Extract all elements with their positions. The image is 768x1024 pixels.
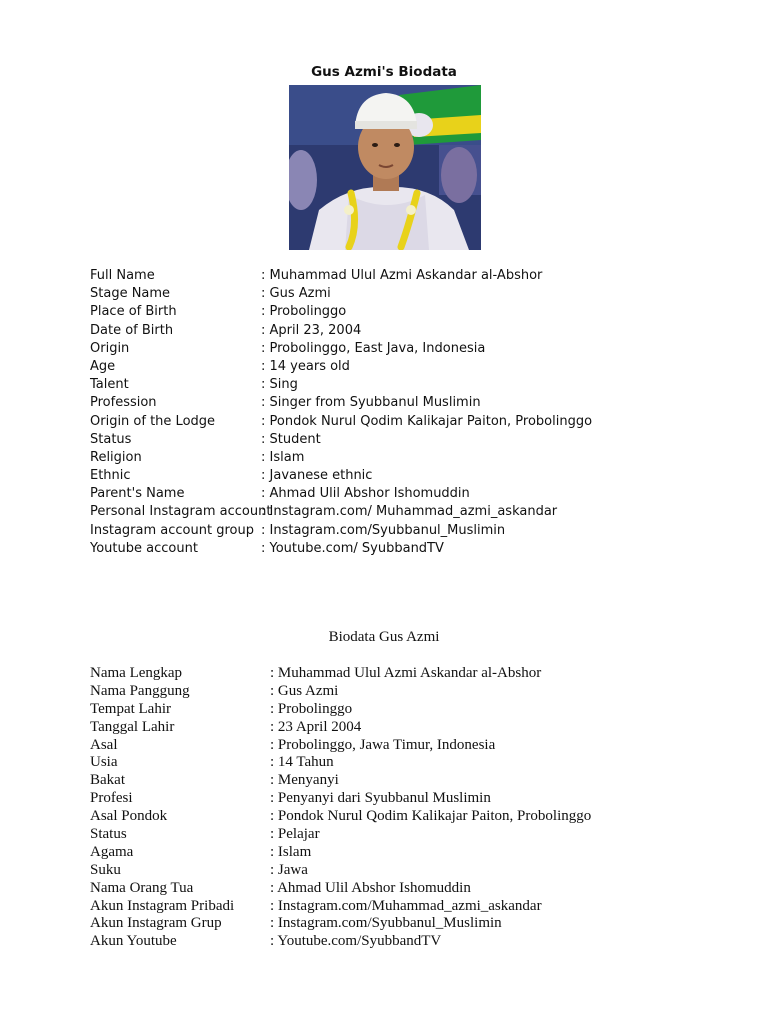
field-label: Youtube account [90, 540, 198, 556]
field-value: : Pelajar [270, 826, 320, 843]
field-label: Parent's Name [90, 486, 185, 502]
field-value: : Islam [270, 843, 312, 860]
field-label: Nama Panggung [90, 682, 190, 699]
field-label: Tempat Lahir [90, 700, 171, 717]
field-label: Nama Lengkap [90, 665, 183, 681]
field-value: : Instagram.com/Muhammad_azmi_askandar [270, 897, 542, 914]
field-label: Nama Orang Tua [90, 879, 194, 896]
field-value: : Youtube.com/SyubbandTV [270, 933, 442, 950]
field-label: Personal Instagram account [90, 504, 272, 520]
field-label: Talent [90, 377, 129, 393]
field-label: Ethnic [90, 468, 131, 484]
field-label: Tanggal Lahir [90, 718, 175, 735]
field-value: : Gus Azmi [270, 682, 339, 699]
field-label: Akun Youtube [90, 933, 177, 950]
field-label: Age [90, 358, 116, 374]
field-label: Agama [90, 843, 134, 860]
field-value: : Probolinggo, Jawa Timur, Indonesia [270, 736, 496, 753]
field-label: Suku [90, 861, 121, 878]
field-value: : Jawa [270, 861, 308, 878]
field-value: : Instagram.com/Syubbanul_Muslimin [270, 915, 502, 932]
field-value: : Gus Azmi [261, 286, 331, 302]
field-label: Place of Birth [90, 304, 177, 320]
field-value: : Muhammad Ulul Azmi Askandar al-Abshor [270, 665, 542, 681]
english-biodata-title: Gus Azmi's Biodata [311, 64, 457, 80]
field-label: Stage Name [90, 286, 171, 302]
field-value: : Pondok Nurul Qodim Kalikajar Paiton, Probolinggo [270, 808, 592, 825]
field-label: Akun Instagram Grup [90, 915, 222, 932]
field-value: : 23 April 2004 [270, 718, 362, 735]
field-label: Asal [90, 736, 118, 753]
field-value: : Ahmad Ulil Abshor Ishomuddin [270, 879, 471, 896]
field-value: : Pondok Nurul Qodim Kalikajar Paiton, Probolinggo [261, 413, 593, 429]
field-value: : Penyanyi dari Syubbanul Muslimin [270, 790, 491, 807]
field-value: : Student [261, 431, 321, 447]
portrait-photo-icon [289, 85, 481, 250]
field-label: Status [90, 826, 127, 843]
field-value: : Singer from Syubbanul Muslimin [261, 395, 481, 411]
field-value: : Muhammad Ulul Azmi Askandar al-Abshor [261, 268, 543, 283]
field-value: : Ahmad Ulil Abshor Ishomuddin [261, 486, 470, 502]
field-label: Bakat [90, 772, 125, 789]
field-value: : 14 years old [261, 358, 350, 374]
field-value: : Instagram.com/ Muhammad_azmi_askandar [261, 504, 558, 520]
field-value: : 14 Tahun [270, 754, 334, 771]
field-value: : Islam [261, 449, 305, 465]
indonesian-biodata-title: Biodata Gus Azmi [328, 629, 440, 645]
field-label: Usia [90, 754, 118, 771]
field-value: : April 23, 2004 [261, 322, 362, 338]
field-value: : Sing [261, 377, 298, 393]
field-value: : Probolinggo [270, 700, 353, 717]
field-value: : Youtube.com/ SyubbandTV [261, 540, 444, 556]
field-label: Date of Birth [90, 322, 174, 338]
field-value: : Probolinggo [261, 304, 347, 320]
field-value: : Javanese ethnic [261, 468, 373, 484]
field-label: Origin of the Lodge [90, 413, 216, 429]
field-value: : Instagram.com/Syubbanul_Muslimin [261, 522, 506, 538]
field-value: : Probolinggo, East Java, Indonesia [261, 340, 486, 356]
field-label: Status [90, 431, 132, 447]
portrait-photo [289, 85, 481, 250]
field-value: : Menyanyi [270, 772, 339, 789]
field-label: Origin [90, 340, 130, 356]
field-label: Religion [90, 449, 142, 465]
field-label: Profesi [90, 790, 133, 807]
field-label: Profession [90, 395, 157, 411]
field-label: Akun Instagram Pribadi [90, 897, 235, 914]
field-label: Asal Pondok [90, 808, 168, 825]
field-label: Instagram account group [90, 522, 254, 538]
field-label: Full Name [90, 268, 155, 283]
